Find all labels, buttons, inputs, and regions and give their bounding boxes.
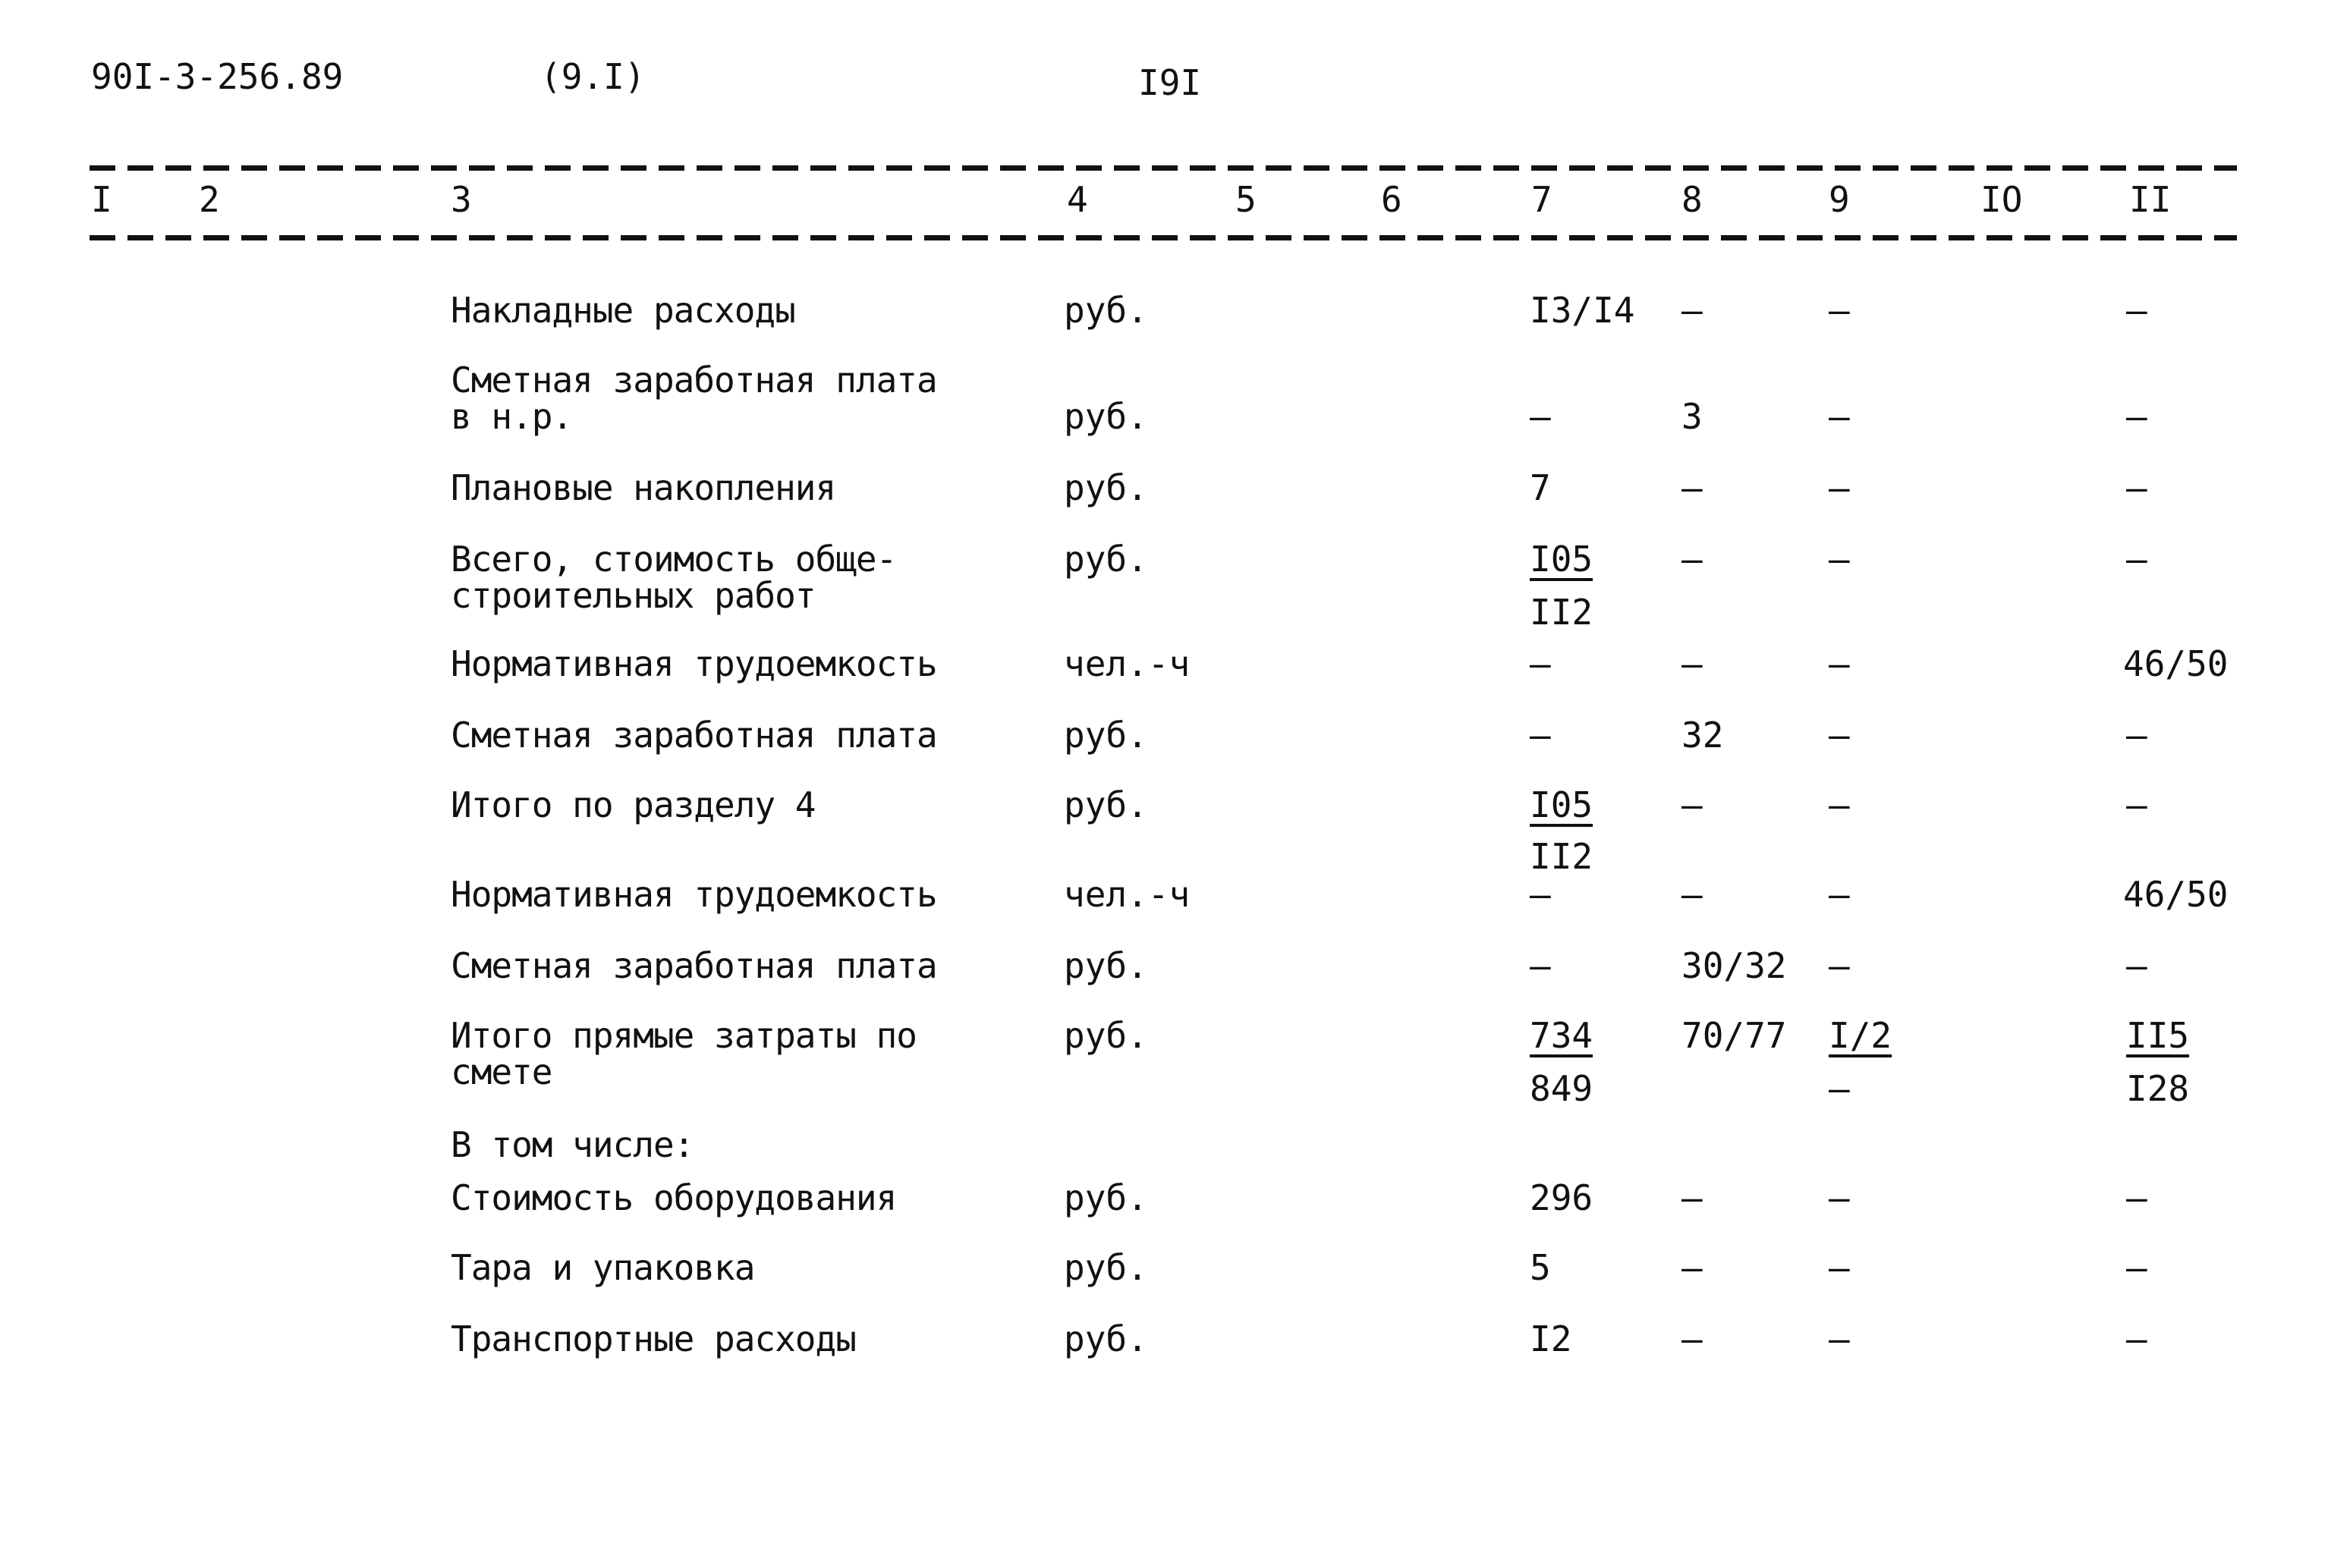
col11-value: –	[2126, 945, 2147, 986]
column-header: I	[91, 179, 112, 220]
header-bottom-dashed-rule	[90, 235, 2237, 240]
col7-value: I2	[1530, 1318, 1572, 1359]
subsection-label: В том числе:	[451, 1124, 694, 1165]
col11-value: –	[2126, 1177, 2147, 1218]
row-label: Итого по разделу 4	[451, 784, 816, 825]
col9-value: –	[1829, 396, 1850, 437]
col7-denominator: II2	[1530, 592, 1593, 633]
col11-value: –	[2126, 784, 2147, 825]
column-header: 8	[1681, 179, 1703, 220]
row-label: Нормативная трудоемкость	[451, 874, 937, 915]
col9-value: –	[1829, 874, 1850, 915]
col7-value: –	[1530, 945, 1551, 986]
col11-denominator: I28	[2126, 1068, 2190, 1109]
col8-value: 70/77	[1681, 1015, 1787, 1056]
col7-value: 296	[1530, 1177, 1593, 1218]
doc-code: 90I-3-256.89	[91, 56, 344, 97]
row-label-continuation: смете	[451, 1051, 552, 1092]
column-header: 7	[1531, 179, 1552, 220]
col11-value: –	[2126, 539, 2147, 580]
unit-cell: руб.	[1064, 290, 1148, 331]
col8-value: –	[1681, 1318, 1703, 1359]
col9-value: –	[1829, 945, 1850, 986]
col8-value: –	[1681, 1177, 1703, 1218]
unit-cell: руб.	[1064, 396, 1148, 437]
unit-cell: руб.	[1064, 715, 1148, 756]
col11-numerator: II5	[2126, 1015, 2190, 1056]
unit-cell: руб.	[1064, 1177, 1148, 1218]
row-label: Всего, стоимость обще-	[451, 539, 897, 580]
col7-value: –	[1530, 874, 1551, 915]
col7-denominator: 849	[1530, 1068, 1593, 1109]
row-label: Сметная заработная плата	[451, 360, 937, 401]
column-header: 4	[1067, 179, 1088, 220]
column-header: 6	[1381, 179, 1402, 220]
column-header: 5	[1235, 179, 1257, 220]
col9-value: –	[1829, 1177, 1850, 1218]
section-number: (9.I)	[540, 56, 646, 97]
row-label: Стоимость оборудования	[451, 1177, 897, 1218]
col7-value: –	[1530, 396, 1551, 437]
unit-cell: руб.	[1064, 1015, 1148, 1056]
row-label: Сметная заработная плата	[451, 945, 937, 986]
column-header: 2	[199, 179, 220, 220]
unit-cell: руб.	[1064, 1247, 1148, 1288]
unit-cell: руб.	[1064, 1318, 1148, 1359]
col7-value: –	[1530, 643, 1551, 684]
row-label-continuation: строительных работ	[451, 575, 816, 616]
row-label: Накладные расходы	[451, 290, 795, 331]
col11-value: –	[2126, 1318, 2147, 1359]
col9-numerator: I/2	[1829, 1015, 1892, 1056]
column-header: II	[2129, 179, 2172, 220]
col11-value: –	[2126, 290, 2147, 331]
row-label: Итого прямые затраты по	[451, 1015, 917, 1056]
unit-cell: чел.-ч	[1064, 643, 1191, 684]
col8-value: –	[1681, 1247, 1703, 1288]
top-dashed-rule	[90, 165, 2237, 171]
col11-value: –	[2126, 1247, 2147, 1288]
col11-value: –	[2126, 396, 2147, 437]
column-header: 9	[1829, 179, 1850, 220]
col9-value: –	[1829, 539, 1850, 580]
row-label: Сметная заработная плата	[451, 715, 937, 756]
col9-value: –	[1829, 290, 1850, 331]
row-label: Нормативная трудоемкость	[451, 643, 937, 684]
col9-value: –	[1829, 467, 1850, 508]
col7-value: 5	[1530, 1247, 1551, 1288]
col7-value: 7	[1530, 467, 1551, 508]
col8-value: –	[1681, 539, 1703, 580]
col8-value: 3	[1681, 396, 1703, 437]
col9-value: –	[1829, 715, 1850, 756]
unit-cell: чел.-ч	[1064, 874, 1191, 915]
page-number: I9I	[1138, 62, 1202, 103]
col9-value: –	[1829, 643, 1850, 684]
unit-cell: руб.	[1064, 945, 1148, 986]
col7-denominator: II2	[1530, 836, 1593, 877]
row-label: Тара и упаковка	[451, 1247, 755, 1288]
unit-cell: руб.	[1064, 467, 1148, 508]
col8-value: –	[1681, 784, 1703, 825]
col7-value: –	[1530, 715, 1551, 756]
row-label-continuation: в н.р.	[451, 396, 573, 437]
column-header: 3	[451, 179, 472, 220]
col8-value: 32	[1681, 715, 1724, 756]
col11-value: –	[2126, 715, 2147, 756]
col7-numerator: I05	[1530, 784, 1593, 825]
col8-value: –	[1681, 643, 1703, 684]
col7-numerator: I05	[1530, 539, 1593, 580]
col8-value: –	[1681, 467, 1703, 508]
row-label: Плановые накопления	[451, 467, 836, 508]
unit-cell: руб.	[1064, 784, 1148, 825]
col7-value: I3/I4	[1530, 290, 1635, 331]
row-label: Транспортные расходы	[451, 1318, 856, 1359]
col7-numerator: 734	[1530, 1015, 1593, 1056]
col9-value: –	[1829, 1247, 1850, 1288]
col8-value: 30/32	[1681, 945, 1787, 986]
col8-value: –	[1681, 874, 1703, 915]
col11-value: 46/50	[2123, 874, 2229, 915]
unit-cell: руб.	[1064, 539, 1148, 580]
col9-value: –	[1829, 1318, 1850, 1359]
column-header: IO	[1980, 179, 2023, 220]
col11-value: –	[2126, 467, 2147, 508]
col11-value: 46/50	[2123, 643, 2229, 684]
col9-denominator: –	[1829, 1068, 1850, 1109]
col8-value: –	[1681, 290, 1703, 331]
col9-value: –	[1829, 784, 1850, 825]
